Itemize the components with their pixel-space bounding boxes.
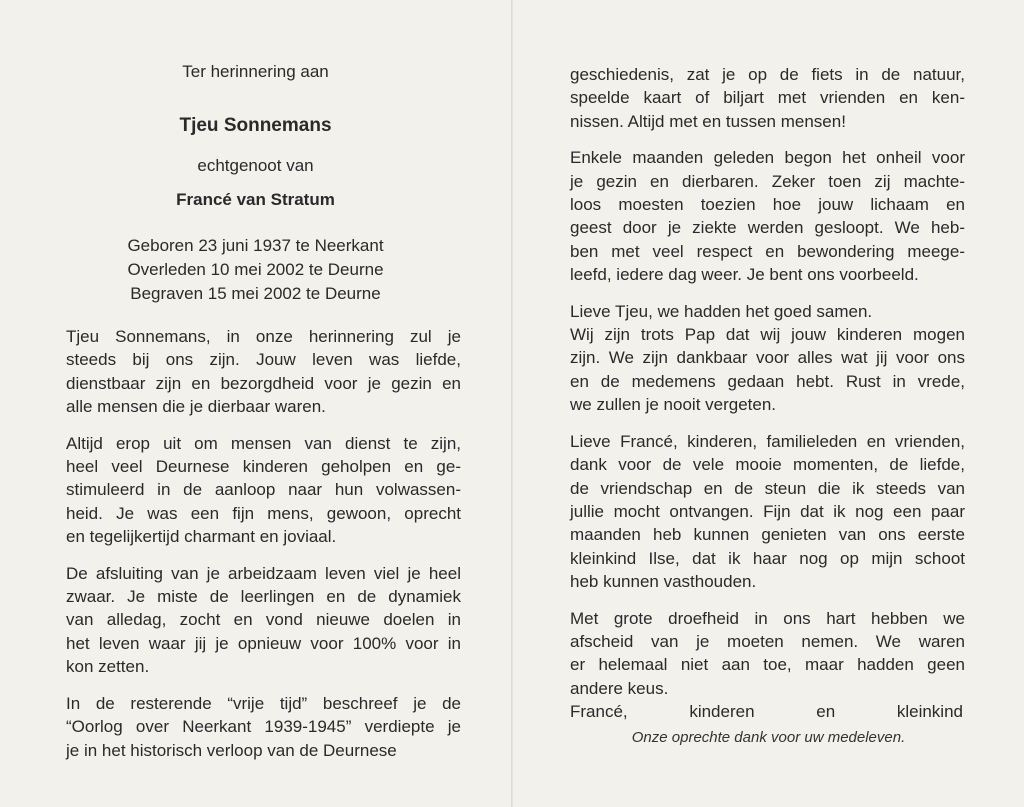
text-line: je gezin en dierbaren. Zeker toen zij machte-	[570, 171, 965, 191]
spouse-name: Francé van Stratum	[176, 190, 335, 209]
burial-date: Begraven 15 mei 2002 te Deurne	[130, 284, 381, 303]
text-line: van alledag, zocht en vond nieuwe doelen in	[66, 610, 461, 630]
text-line: In de resterende “vrije tijd” beschreef je de	[66, 693, 461, 713]
text-line: Tjeu Sonnemans, in onze herinnering zul je	[66, 327, 461, 346]
text-line: kon zetten.	[66, 657, 150, 677]
signature: Francé, kinderen en kleinkind	[570, 702, 963, 722]
text-line: jullie mocht ontvangen. Fijn dat ik nog een paar	[570, 501, 965, 521]
text-line: heel veel Deurnese kinderen geholpen en ge-	[66, 457, 461, 477]
paragraph	[66, 562, 461, 679]
text-line: geest door je ziekte werden gesloopt. We heb-	[570, 218, 965, 238]
text-line: dank voor de vele mooie momenten, de liefde,	[570, 455, 965, 475]
text-line: De afsluiting van je arbeidzaam leven viel je heel	[66, 563, 461, 583]
text-line: en de medemens gedaan hebt. Rust in vrede,	[570, 371, 965, 391]
paragraph	[66, 692, 461, 762]
text-line: Wij zijn trots Pap dat wij jouw kinderen mogen	[570, 325, 965, 345]
text-line: de vriendschap en de steun die ik steeds van	[570, 478, 965, 498]
text-line: ben met veel respect en bewondering meege-	[570, 241, 965, 261]
paragraph	[570, 300, 965, 323]
right-text-column	[570, 63, 965, 737]
life-dates	[0, 234, 511, 306]
text-line: loos moesten toezien hoe jouw lichaam en	[570, 195, 965, 215]
paragraph	[570, 146, 965, 286]
text-line: Altijd erop uit om mensen van dienst te zijn,	[66, 433, 461, 453]
text-line: kleinkind Ilse, dat ik haar nog op mijn schoot	[570, 548, 965, 568]
text-line: heid. Je was een fijn mens, gewoon, oprecht	[66, 503, 461, 523]
paragraph	[570, 430, 965, 594]
text-line: heb kunnen vasthouden.	[570, 572, 757, 592]
text-line: “Oorlog over Neerkant 1939-1945” verdiepte je	[66, 717, 461, 737]
text-line: alle mensen die je dierbaar waren.	[66, 397, 326, 417]
left-page	[0, 0, 511, 807]
text-line: zijn. We zijn dankbaar voor alles wat jij voor ons	[570, 348, 965, 368]
birth-date: Geboren 23 juni 1937 te Neerkant	[127, 236, 384, 255]
paragraph	[570, 607, 965, 701]
death-date: Overleden 10 mei 2002 te Deurne	[127, 260, 384, 279]
text-line: je in het historisch verloop van de Deurnese	[66, 740, 397, 760]
text-line: en tegelijkertijd charmant en joviaal.	[66, 527, 337, 547]
text-line: steeds bij ons zijn. Jouw leven was liefde,	[66, 350, 461, 370]
text-line: Met grote droefheid in ons hart hebben we	[570, 608, 965, 628]
text-line: er helemaal niet aan toe, maar hadden geen	[570, 655, 965, 675]
thanks-line: Onze oprechte dank voor uw medeleven.	[631, 729, 906, 746]
text-line: Enkele maanden geleden begon het onheil voor	[570, 148, 965, 168]
text-line: andere keus.	[570, 678, 669, 698]
paragraph	[66, 432, 461, 549]
paragraph	[66, 325, 461, 419]
right-page	[513, 0, 1024, 807]
text-line: Lieve Francé, kinderen, familieleden en vrienden,	[570, 431, 965, 451]
intro-line: Ter herinnering aan	[182, 62, 329, 81]
paragraph	[570, 323, 965, 417]
text-line: zwaar. Je miste de leerlingen en de dynamiek	[66, 587, 461, 607]
paragraph	[570, 63, 965, 133]
text-line: dienstbaar zijn en bezorgdheid voor je gezin en	[66, 373, 461, 393]
text-line: nissen. Altijd met en tussen mensen!	[570, 111, 846, 131]
deceased-name: Tjeu Sonnemans	[179, 115, 332, 136]
text-line: speelde kaart of biljart met vrienden en ken-	[570, 88, 965, 108]
text-line: afscheid van je moeten nemen. We waren	[570, 631, 965, 651]
text-line: stimuleerd in de aanloop naar hun volwassen-	[66, 480, 461, 500]
text-line: Lieve Tjeu, we hadden het goed samen.	[570, 301, 873, 321]
text-line: het leven waar jij je opnieuw voor 100% voor in	[66, 633, 461, 653]
spouse-label: echtgenoot van	[197, 156, 314, 175]
text-line: geschiedenis, zat je op de fiets in de natuur,	[570, 65, 965, 84]
text-line: we zullen je nooit vergeten.	[570, 395, 777, 415]
text-line: maanden heb kunnen genieten van ons eerste	[570, 525, 965, 545]
text-line: leefd, iedere dag weer. Je bent ons voorbeeld.	[570, 265, 919, 285]
left-text-column	[66, 325, 461, 762]
